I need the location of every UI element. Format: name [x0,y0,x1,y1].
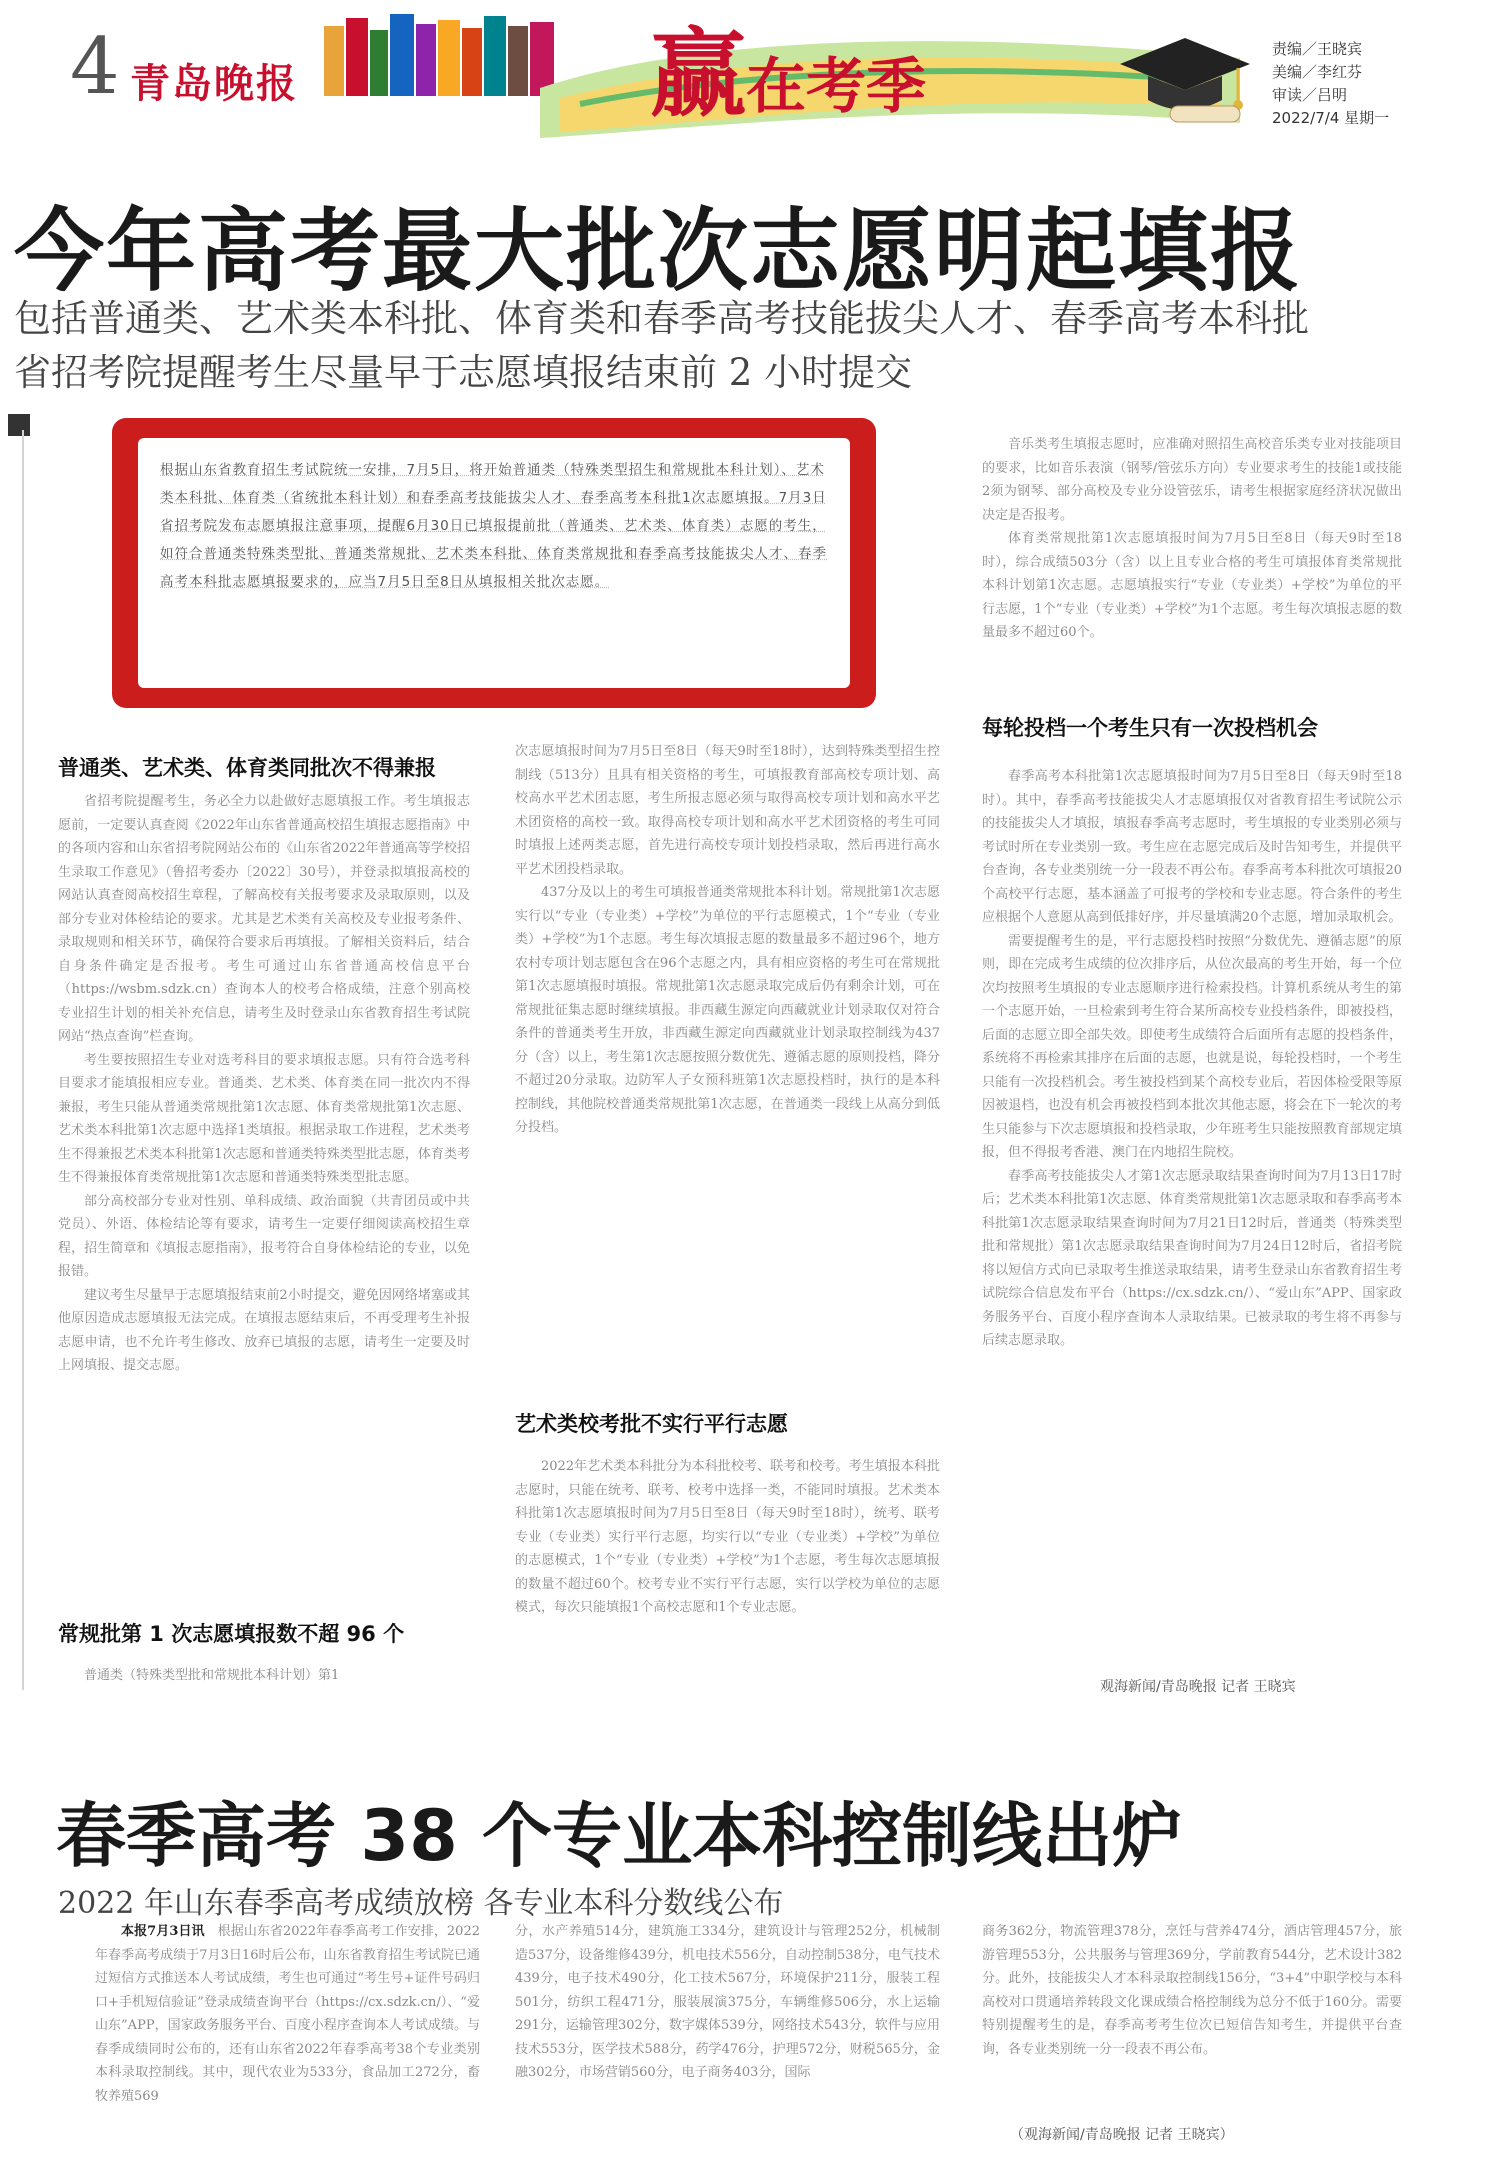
paragraph: 分，水产养殖514分，建筑施工334分，建筑设计与管理252分，机械制造537分，设备维修439分，机电技术556分，自动控制538分，电气技术439分，电子技术490分，化工技术567分，环境保护211分，服装工程501分，纺织工程471分，服装展演375分，车辆维修506分，水上运输291分，运输管理302分，数字媒体539分，网络技术543分，软件与应用技术553分，医学技术588分，药学476分，护理572分，财税565分，金融302分，市场营销560分，电子商务403分，国际 [515,1924,940,2080]
dateline: 本报7月3日讯 [121,1924,205,1939]
banner-title-big: 赢 [650,17,746,130]
paragraph: 部分高校部分专业对性别、单科成绩、政治面貌（共青团员或中共党员）、外语、体检结论等有要求，请考生一定要仔细阅读高校招生章程，招生简章和《填报志愿指南》，报考符合自身体检结论的专业，以免报错。 [58,1193,470,1279]
section-title-4: 每轮投档一个考生只有一次投档机会 [982,716,1318,740]
paragraph: 437分及以上的考生可填报普通类常规批本科计划。常规批第1次志愿实行以“专业（专业类）+学校”为单位的平行志愿模式，1个“专业（专业类）+学校”为1个志愿。考生每次填报志愿的数量最多不超过96个，地方农村专项计划志愿包含在96个志愿之内，具有相应资格的考生可在常规批第1次志愿填报时填报。常规批第1次志愿录取完成后仍有剩余计划，可在常规批征集志愿时继续填报。非西藏生源定向西藏就业计划录取仅对符合条件的普通类考生开放，非西藏生源定向西藏就业计划录取控制线为437分（含）以上，考生第1次志愿按照分数优先、遵循志愿的原则投档，降分不超过20分录取。边防军人子女预科班第1次志愿投档时，执行的是本科控制线，其他院校普通类常规批第1次志愿，在普通类一段线上从高分到低分投档。 [515,885,940,1135]
paragraph: 商务362分，物流管理378分，烹饪与营养474分，酒店管理457分，旅游管理553分，公共服务与管理369分，学前教育544分，艺术设计382分。此外，技能拔尖人才本科录取控制线156分，“3+4”中职学校与本科高校对口贯通培养转段文化课成绩合格控制线为总分不低于160分。需要特别提醒考生的是，春季高考考生位次已短信告知考生，并提供平台查询，各专业类别统一分一段表不再公布。 [982,1924,1402,2057]
paragraph: 体育类常规批第1次志愿填报时间为7月5日至8日（每天9时至18时），综合成绩503分（含）以上且专业合格的考生可填报体育类常规批本科计划第1次志愿。志愿填报实行“专业（专业类）+学校”为单位的平行志愿，1个“专业（专业类）+学校”为1个志愿。考生每次填报志愿的数量最多不超过60个。 [982,531,1402,640]
editor-credits [1272,38,1389,130]
second-headline: 春季高考 38 个专业本科控制线出炉 [56,1795,1183,1877]
article-column-1-tail [58,1664,470,1688]
paragraph: 普通类（特殊类型批和常规批本科计划）第1 [84,1668,340,1683]
subheadline-2: 省招考院提醒考生尽量早于志愿填报结束前 2 小时提交 [14,351,913,394]
story2-column-2 [515,1920,940,2140]
banner-title [650,17,926,130]
story2-column-1 [95,1920,480,2140]
credit-editor: 责编／王晓宾 [1272,40,1363,58]
second-subheadline: 2022 年山东春季高考成绩放榜 各专业本科分数线公布 [58,1886,784,1921]
credit-proofreader: 审读／吕明 [1272,86,1348,104]
story2-column-3 [982,1920,1402,2108]
article-column-3-top [982,433,1402,693]
paragraph: 春季高考本科批第1次志愿填报时间为7月5日至8日（每天9时至18时）。其中，春季高考技能拔尖人才志愿填报仅对省教育招生考试院公示的技能拔尖人才填报，填报春季高考志愿时，考生填报的专业类别必须与考试时所在专业类别一致。考生应在志愿完成后及时告知考生，并提供平台查询，各专业类别统一分一段表不再公布。春季高考本科批次可填报20个高校平行志愿，基本涵盖了可报考的学校和专业志愿。符合条件的考生应根据个人意愿从高到低排好序，并尽量填满20个志愿，增加录取机会。 [982,769,1402,925]
paragraph: 音乐类考生填报志愿时，应准确对照招生高校音乐类专业对技能项目的要求，比如音乐表演（钢琴/管弦乐方向）专业要求考生的技能1或技能2须为钢琴、部分高校及专业分设管弦乐，请考生根据家庭经济状况做出决定是否报考。 [982,437,1402,523]
paragraph: 根据山东省2022年春季高考工作安排，2022年春季高考成绩于7月3日16时后公布，山东省教育招生考试院已通过短信方式推送本人考试成绩，考生也可通过“考生号+证件号码归口+手机短信验证”登录成绩查询平台（https://cx.sdzk.cn/）、“爱山东”APP，国家政务服务平台、百度小程序查询本人考试成绩。与春季成绩同时公布的，还有山东省2022年春季高考38个专业类别本科录取控制线。其中，现代农业为533分，食品加工272分，畜牧养殖569 [95,1924,480,2104]
article-column-1 [58,790,470,1590]
newspaper-name: 青岛晚报 [130,60,298,107]
margin-rule [22,430,24,1690]
paragraph: 次志愿填报时间为7月5日至8日（每天9时至18时），达到特殊类型招生控制线（513分）且具有相关资格的考生，可填报教育部高校专项计划、高校高水平艺术团志愿，考生所报志愿必须与取得高校专项计划和高水平艺术团资格的高校一致。取得高校专项计划和高水平艺术团资格的考生可同时填报上述两类志愿，首先进行高校专项计划投档录取，然后再进行高水平艺术团投档录取。 [515,744,940,877]
lead-paragraph: 根据山东省教育招生考试院统一安排，7月5日，将开始普通类（特殊类型招生和常规批本科计划）、艺术类本科批、体育类（省统批本科计划）和春季高考技能拔尖人才、春季高考本科批1次志愿填报。7月3日省招考院发布志愿填报注意事项，提醒6月30日已填报提前批（普通类、艺术类、体育类）志愿的考生，如符合普通类特殊类型批、普通类常规批、艺术类本科批、体育类常规批和春季高考技能拔尖人才、春季高考本科批志愿填报要求的，应当7月5日至8日从填报相关批次志愿。 [138,438,850,688]
books-illustration [322,8,562,98]
section-title-1: 普通类、艺术类、体育类同批次不得兼报 [58,756,436,780]
paragraph: 春季高考技能拔尖人才第1次志愿录取结果查询时间为7月13日17时后；艺术类本科批第1次志愿、体育类常规批第1次志愿录取和春季高考本科批第1次志愿录取结果查询时间为7月21日12时后，普通类（特殊类型批和常规批）第1次志愿录取结果查询时间为7月24日12时后，省招考院将以短信方式向已录取考生推送录取结果，请考生登录山东省教育招生考试院综合信息发布平台（https://cx.sdzk.cn/）、“爱山东”APP、国家政务服务平台、百度小程序查询本人录取结果。已被录取的考生将不再参与后续志愿录取。 [982,1168,1402,1348]
paragraph: 需要提醒考生的是，平行志愿投档时按照“分数优先、遵循志愿”的原则，即在完成考生成绩的位次排序后，从位次最高的考生开始，每一个位次均按照考生填报的专业志愿顺序进行检索投档。计算机系统从考生的第一个志愿开始，一旦检索到考生符合某所高校专业投档条件，即被投档，后面的志愿立即全部失效。即使考生成绩符合后面所有志愿的投档条件，系统将不再检索其排序在后面的志愿，也就是说，每轮投档时，一个考生只能有一次投档机会。考生被投档到某个高校专业后，若因体检受限等原因被退档，也没有机会再被投档到本批次其他志愿，将会在下一轮次的考生只能参与下次志愿填报和投档录取，少年班考生只能按照教育部规定填报，但不得报考香港、澳门在内地招生院校。 [982,933,1402,1160]
section-title-3: 艺术类校考批不实行平行志愿 [515,1412,788,1436]
graduation-cap-icon [1110,28,1260,128]
paragraph: 考生要按照招生专业对选考科目的要求填报志愿。只有符合选考科目要求才能填报相应专业。普通类、艺术类、体育类在同一批次内不得兼报，考生只能从普通类常规批第1次志愿、体育类常规批第1次志愿、艺术类本科批第1次志愿中选择1类填报。根据录取工作进程，艺术类考生不得兼报艺术类本科批第1次志愿和普通类特殊类型批志愿，体育类考生不得兼报体育类常规批第1次志愿和普通类特殊类型批志愿。 [58,1052,470,1185]
section-title-2: 常规批第 1 次志愿填报数不超 96 个 [58,1622,405,1646]
subheadline-1: 包括普通类、艺术类本科批、体育类和春季高考技能拔尖人才、春季高考本科批 [14,297,1309,340]
section-marker [8,414,30,436]
paragraph: 建议考生尽量早于志愿填报结束前2小时提交，避免因网络堵塞或其他原因造成志愿填报无法完成。在填报志愿结束后，不再受理考生补报志愿申请，也不允许考生修改、放弃已填报的志愿，请考生一定要及时上网填报、提交志愿。 [58,1287,470,1373]
byline: 观海新闻/青岛晚报 记者 王晓宾 [1100,1679,1296,1695]
banner-title-small: 在考季 [746,52,926,122]
article-column-3 [982,765,1402,1670]
paragraph: 2022年艺术类本科批分为本科批校考、联考和校考。考生填报本科批志愿时，只能在统考、联考、校考中选择一类，不能同时填报。艺术类本科批第1次志愿填报时间为7月5日至8日（每天9时至18时），统考、联考专业（专业类）实行平行志愿，均实行以“专业（专业类）+学校”为单位的志愿模式，1个“专业（专业类）+学校”为1个志愿，考生每次志愿填报的数量不超过60个。校考专业不实行平行志愿，实行以学校为单位的志愿模式，每次只能填报1个高校志愿和1个专业志愿。 [515,1459,940,1615]
byline-2: （观海新闻/青岛晚报 记者 王晓宾） [1010,2127,1234,2143]
article-column-2 [515,740,940,1380]
issue-date: 2022/7/4 星期一 [1272,109,1390,127]
main-headline: 今年高考最大批次志愿明起填报 [14,199,1302,304]
paragraph: 省招考院提醒考生，务必全力以赴做好志愿填报工作。考生填报志愿前，一定要认真查阅《2022年山东省普通高校招生填报志愿指南》中的各项内容和山东省招考院网站公布的《山东省2022年普通高等学校招生录取工作意见》（鲁招考委办〔2022〕30号），并登录拟填报高校的网站认真查阅高校招生章程，了解高校有关报考要求及录取原则，以及部分专业对体检结论的要求。尤其是艺术类有关高校及专业报考条件、录取规则和相关环节，确保符合要求后再填报。了解相关资料后，结合自身条件确定是否报考。考生可通过山东省普通高校信息平台（https://wsbm.sdzk.cn）查询本人的校考合格成绩，注意个别高校专业招生计划的相关补充信息，请考生及时登录山东省教育招生考试院网站“热点查询”栏查询。 [58,794,470,1044]
lead-box [112,418,876,708]
credit-designer: 美编／李红芬 [1272,63,1363,81]
article-column-2-tail [515,1455,940,1700]
page-number: 4 [70,22,120,112]
